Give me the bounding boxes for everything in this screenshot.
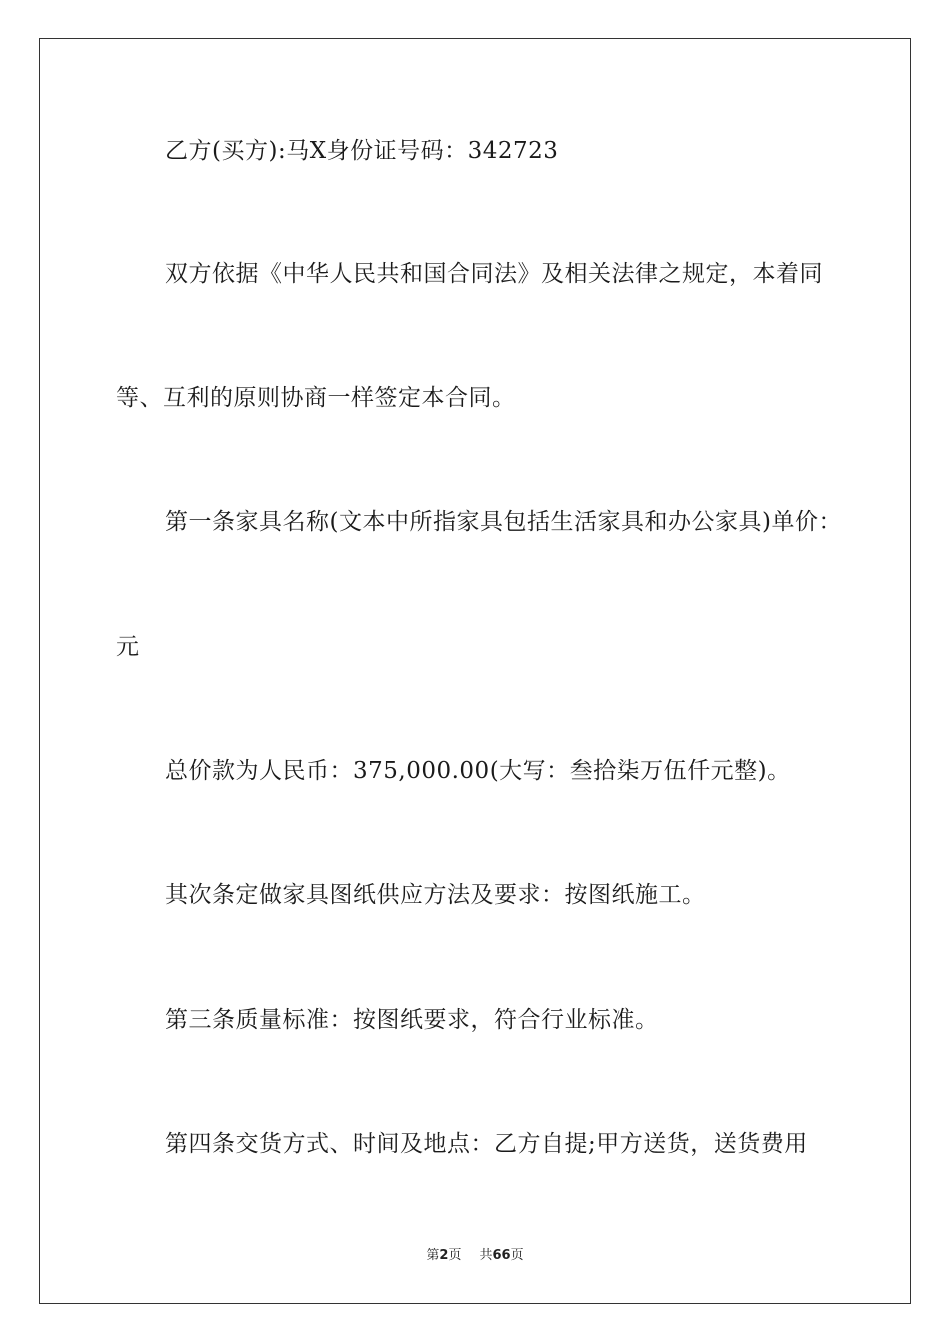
footer-total-suffix: 页 xyxy=(510,1248,524,1263)
article-3-line: 第三条质量标准：按图纸要求，符合行业标准。 xyxy=(165,1007,659,1033)
article-1-unit: 元 xyxy=(116,634,140,660)
footer-page-number: 2 xyxy=(439,1248,449,1263)
footer-page-suffix: 页 xyxy=(448,1248,462,1263)
basis-line-1: 双方依据《中华人民共和国合同法》及相关法律之规定，本着同 xyxy=(165,261,823,287)
buyer-line: 乙方(买方):马X身份证号码：342723 xyxy=(165,138,559,164)
article-4-line: 第四条交货方式、时间及地点：乙方自提;甲方送货，送货费用 xyxy=(165,1131,808,1157)
footer-total-pages: 66 xyxy=(492,1248,511,1263)
page-border xyxy=(39,38,911,1304)
footer-page-prefix: 第 xyxy=(426,1248,440,1263)
page-footer xyxy=(0,1247,950,1265)
article-2-line: 其次条定做家具图纸供应方法及要求：按图纸施工。 xyxy=(165,882,706,908)
footer-total-prefix: 共 xyxy=(479,1248,493,1263)
article-1-line: 第一条家具名称(文本中所指家具包括生活家具和办公家具)单价： xyxy=(165,509,842,535)
total-price-line: 总价款为人民币：375,000.00(大写：叁拾柒万伍仟元整)。 xyxy=(165,758,791,784)
basis-line-2: 等、互利的原则协商一样签定本合同。 xyxy=(116,385,516,411)
